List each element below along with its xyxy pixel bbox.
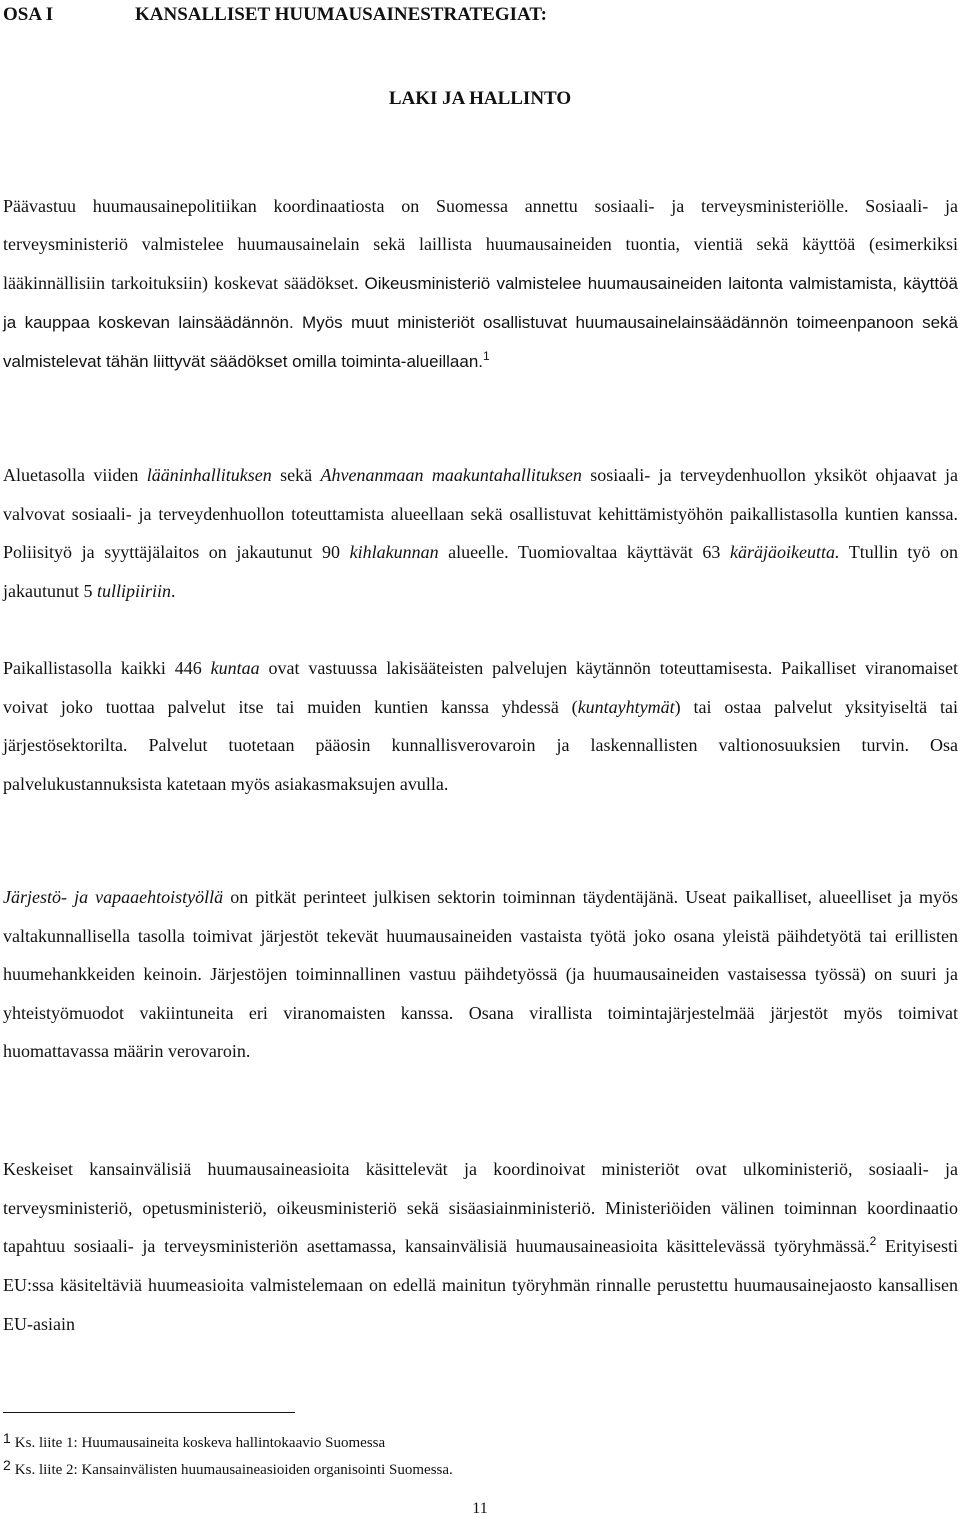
footnote-ref-2: 2 — [869, 1234, 877, 1249]
paragraph-5 — [3, 1150, 958, 1344]
p1-text-sans: Oikeusministeriö valmistelee huumausaineiden laitonta valmistamista, käyttöä ja kauppaa koskevan lainsäädännön. Myös muut ministeriöt osallistuvat huumausainelainsäädännön toimeenpanoon sekä valmistelevat tähän liittyvät säädökset omilla toiminta-alueillaan. — [3, 273, 959, 372]
p3-italic: kuntayhtymät — [577, 696, 675, 717]
p2-italic: käräjäoikeutta. — [730, 542, 840, 562]
section-subtitle: LAKI JA HALLINTO — [388, 88, 572, 109]
p2-text: alueelle. Tuomiovaltaa käyttävät 63 — [438, 542, 731, 562]
paragraph-2 — [3, 456, 958, 610]
footnote-text: Ks. liite 2: Kansainvälisten huumausaineasioiden organisointi Suomessa. — [14, 1462, 453, 1478]
p2-text: Aluetasolla viiden — [3, 465, 147, 485]
part-label: OSA I — [3, 4, 54, 25]
footnote-2 — [3, 1457, 453, 1479]
footnote-separator — [3, 1412, 295, 1413]
chapter-title: KANSALLISET HUUMAUSAINESTRATEGIAT: — [135, 4, 547, 25]
p2-italic: tullipiiriin — [96, 580, 171, 601]
p2-text: sekä — [271, 465, 321, 485]
paragraph-4 — [3, 878, 958, 1071]
footnote-text: Ks. liite 1: Huumausaineita koskeva hallintokaavio Suomessa — [14, 1435, 386, 1451]
p2-text: Ttullin työ on jakautunut 5 — [3, 542, 958, 601]
p2-italic: kihlakunnan — [349, 542, 439, 562]
footnote-1 — [3, 1430, 385, 1452]
paragraph-3 — [3, 649, 958, 804]
p2-italic: Ahvenanmaan maakuntahallituksen — [320, 465, 582, 485]
p5-text: Keskeiset kansainvälisiä huumausaineasioita käsittelevät ja koordinoivat ministeriöt ovat ulkoministeriö, sosiaali- ja terveysministeriö, opetusministeriö, oikeusministeriö sekä sisäasiainministeriö. Ministeriöiden välinen toiminnan koordinaatio tapahtuu sosiaali- ja terveysministeriön asettamassa, kansainvälisiä huumausaineasioita käsittelevässä työryhmässä. — [3, 1159, 958, 1257]
paragraph-1 — [3, 187, 958, 381]
footnote-number: 1 — [3, 1430, 11, 1446]
p3-text: Paikallistasolla kaikki 446 — [3, 658, 211, 678]
page-number: 11 — [472, 1500, 488, 1517]
p4-text: on pitkät perinteet julkisen sektorin toiminnan täydentäjänä. Useat paikalliset, alueelliset ja myös valtakunnallisella tasolla toimivat järjestöt tekevät huumausaineiden vastaista työtä joko osana yleistä päihdetyötä tai erillisten huumehankkeiden keinoin. Järjestöjen toiminnallinen vastuu päihdetyössä (ja huumausaineiden vastaisessa työssä) on suuri ja yhteistyömuodot vakiintuneita eri viranomaisten kanssa. Osana virallista toimintajärjestelmää järjestöt myös toimivat huomattavassa määrin verovaroin. — [3, 887, 958, 1061]
p4-italic: Järjestö- ja vapaaehtoistyöllä — [3, 887, 224, 907]
p3-text: ovat vastuussa lakisääteisten palvelujen käytännön toteuttamisesta. Paikalliset viranomaiset voivat joko tuottaa palvelut itse tai muiden kuntien kanssa yhdessä ( — [3, 658, 958, 717]
p3-italic: kuntaa — [210, 658, 260, 678]
p3-text: ) tai ostaa palvelut yksityiseltä tai järjestösektorilta. Palvelut tuotetaan pääosin kunnallisverovaroin ja laskennallisten valtionosuuksien turvin. Osa palvelukustannuksista katetaan myös asiakasmaksujen avulla. — [3, 696, 958, 795]
footnote-ref-1: 1 — [483, 349, 490, 364]
p2-text: sosiaali- ja terveydenhuollon yksiköt ohjaavat ja valvovat sosiaali- ja terveydenhuollon toteuttamista alueellaan sekä osallistuvat kehittämistyöhön paikallistasolla kuntien kanssa. Poliisityö ja syyttäjälaitos on jakautunut 90 — [3, 465, 959, 562]
p2-text: . — [171, 580, 176, 601]
p5-text: Erityisesti EU:ssa käsiteltäviä huumeasioita valmistelemaan on edellä mainitun työryhmän rinnalle perustettu huumausainejaosto kansallisen EU-asiain — [3, 1236, 958, 1334]
p1-text-serif: Päävastuu huumausainepolitiikan koordinaatiosta on Suomessa annettu sosiaali- ja terveysministeriölle. Sosiaali- ja terveysministeriö valmistelee huumausainelain sekä laillista huumausaineiden tuontia, vientiä sekä käyttöä (esimerkiksi lääkinnällisiin tarkoituksiin) koskevat säädökset. — [3, 196, 958, 293]
footnote-number: 2 — [3, 1457, 11, 1473]
p2-italic: lääninhallituksen — [146, 465, 272, 485]
